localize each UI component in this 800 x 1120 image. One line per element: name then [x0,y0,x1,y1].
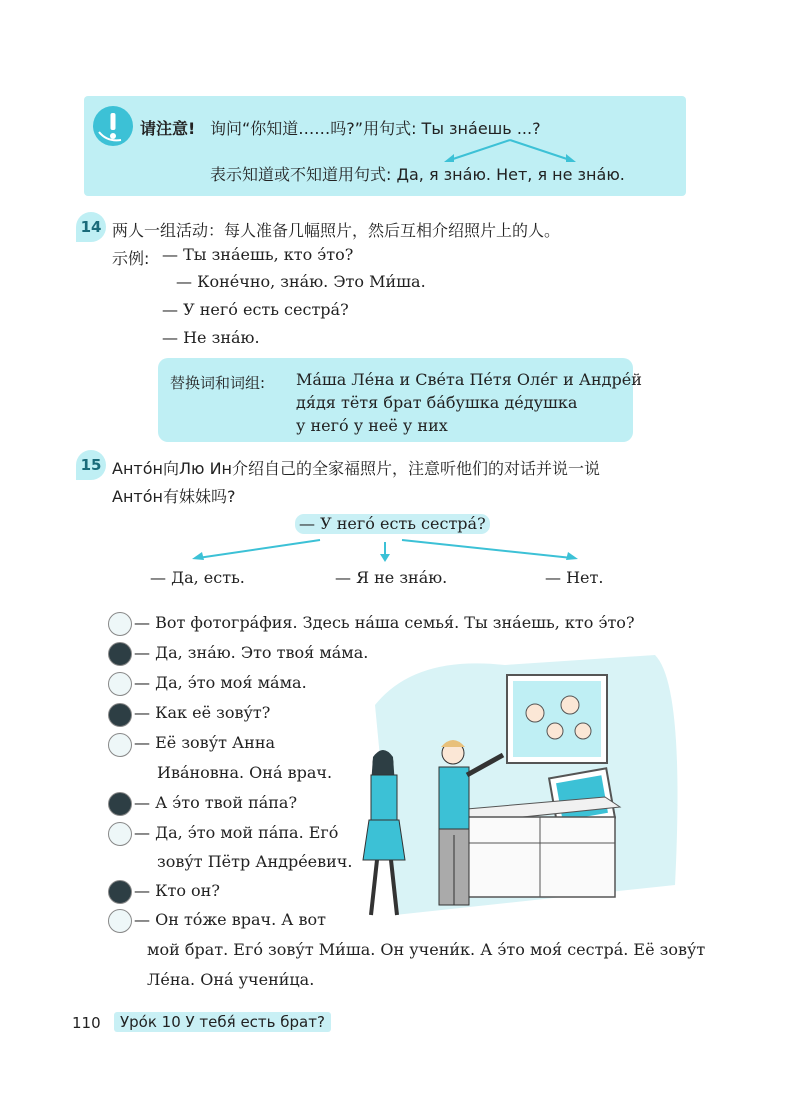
substitution-label: 替换词和词组: [170,374,266,392]
girl-avatar-icon [108,642,132,666]
dialogue-line-5: — Её зову́т Анна [134,733,276,752]
exercise-14-badge: 14 [76,212,106,242]
note-title: 请注意! [140,119,196,138]
dialogue-line-3: — Да, э́то моя́ ма́ма. [134,673,307,692]
dialogue-line-7: — А э́то твой па́па? [134,793,298,812]
exercise-14-instruction: 两人一组活动：每人准备几幅照片，然后互相介绍照片上的人。 [112,221,561,240]
substitution-row-1: Ма́ша Ле́на и Све́та Пе́тя Оле́г и Андре́й [296,370,642,389]
substitution-row-3: у него́ у неё у них [296,416,448,435]
example-line-1: — Ты зна́ешь, кто э́то? [162,245,354,264]
note-line-2: 表示知道或不知道用句式: Да, я зна́ю. Нет, я не зна́ю. [210,165,625,184]
answer-dont-know: — Я не зна́ю. [335,568,448,587]
girl-avatar-icon [108,792,132,816]
lesson-title: Уро́к 10 У тебя́ есть брат? [114,1012,331,1032]
boy-avatar-icon [108,672,132,696]
boy-avatar-icon [108,612,132,636]
dialogue-line-10: — Кто он? [134,881,220,900]
dialogue-line-1: — Вот фотогра́фия. Здесь на́ша семья́. Ты зна́ешь, кто э́то? [134,613,635,632]
boy-avatar-icon [108,733,132,757]
boy-avatar-icon [108,909,132,933]
dialogue-line-13: Ле́на. Она́ учени́ца. [147,970,315,989]
dialogue-line-11: — Он то́же врач. А вот [134,910,326,929]
boy-avatar-icon [108,822,132,846]
dialogue-line-8: — Да, э́то мой па́па. Его́ [134,823,339,842]
example-line-4: — Не зна́ю. [162,328,260,347]
example-line-2: — Коне́чно, зна́ю. Это Ми́ша. [176,272,426,291]
answer-yes: — Да, есть. [150,568,245,587]
page-number: 110 [72,1014,101,1032]
exercise-15-badge: 15 [76,450,106,480]
example-label: 示例: [112,249,150,268]
question-phrase: — У него́ есть сестра́? [295,514,490,534]
note-line-1: 询问“你知道……吗?”用句式: Ты зна́ешь ...? [210,119,541,138]
family-photo-illustration [355,645,690,930]
substitution-row-2: дя́дя тётя брат ба́бушка де́душка [296,393,578,412]
example-line-3: — У него́ есть сестра́? [162,300,349,319]
dialogue-line-2: — Да, зна́ю. Это твоя́ ма́ма. [134,643,369,662]
dialogue-line-9: зову́т Пётр Андре́евич. [157,852,353,871]
exercise-15-instruction-2: Анто́н有妹妹吗? [112,487,236,506]
exclamation-icon [93,106,133,146]
dialogue-line-12: мой брат. Его́ зову́т Ми́ша. Он учени́к. А э́то моя́ сестра́. Её зову́т [147,940,706,959]
girl-avatar-icon [108,880,132,904]
girl-avatar-icon [108,703,132,727]
answer-arrows [180,532,600,572]
answer-no: — Нет. [545,568,604,587]
exercise-15-instruction-1: Анто́н向Лю Ин介绍自己的全家福照片，注意听他们的对话并说一说 [112,459,600,478]
dialogue-line-4: — Как её зову́т? [134,703,271,722]
dialogue-line-6: Ива́новна. Она́ врач. [157,763,333,782]
